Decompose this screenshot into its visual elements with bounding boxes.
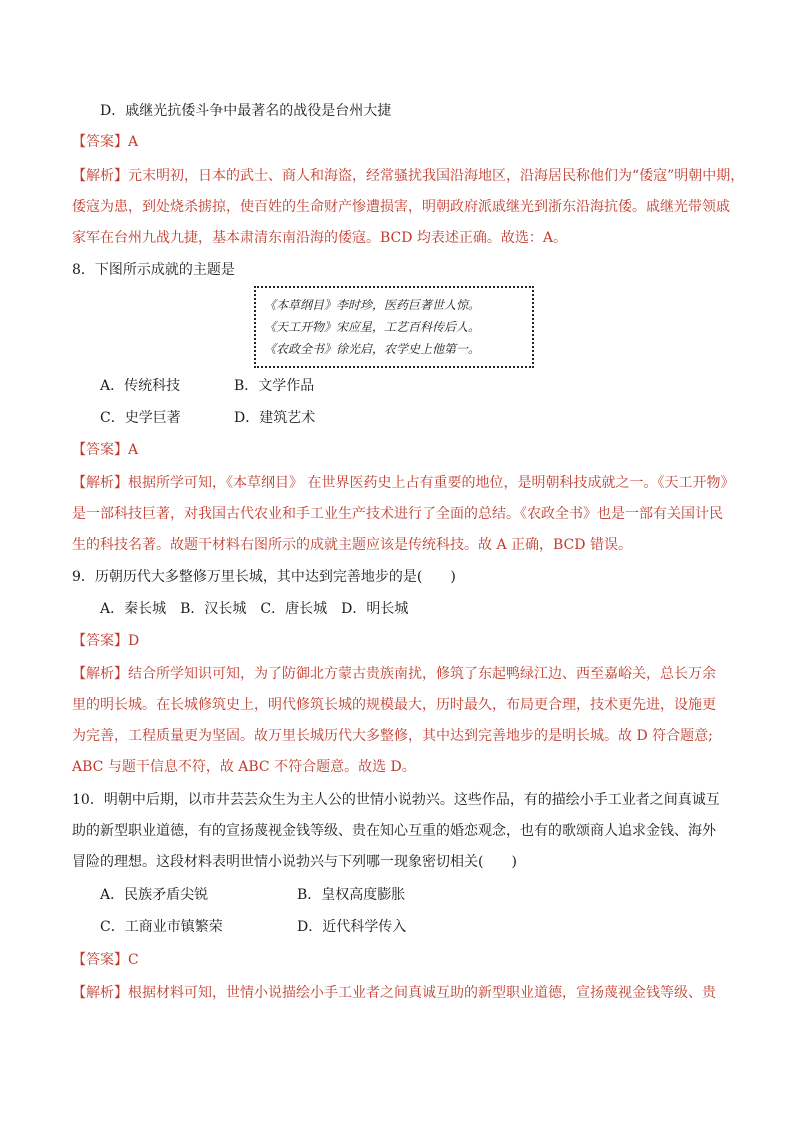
answer-tag: 【答案】 (72, 952, 128, 968)
answer-tag: 【答案】 (72, 442, 128, 458)
answer-value: D (128, 633, 140, 649)
q8-answer (72, 440, 734, 460)
q10-stem-line-1: 10．明朝中后期，以市井芸芸众生为主人公的世情小说勃兴。这些作品，有的描绘小手工业者之间真诚互 (72, 792, 720, 808)
answer-tag: 【答案】 (72, 134, 128, 150)
quote-line: 《本草纲目》李时珍，医药巨著世人惊。 (264, 298, 481, 312)
q10-option-c: C．工商业市镇繁荣 (100, 919, 223, 935)
q9-stem: 9．历朝历代大多整修万里长城，其中达到完善地步的是( ) (72, 569, 456, 585)
q7-analysis-line-3: 家军在台州九战九捷，基本肃清东南沿海的倭寇。BCD 均表述正确。故选：A。 (72, 230, 568, 246)
q9-analysis-line-2: 里的明长城。在长城修筑史上，明代修筑长城的规模最大，历时最久，布局更合理，技术更先进，设施更 (72, 697, 716, 713)
q8-quote-box (254, 286, 534, 368)
answer-tag: 【答案】 (72, 633, 128, 649)
q8-option-c: C．史学巨著 (100, 410, 181, 426)
q10-stem-line-3: 冒险的理想。这段材料表明世情小说勃兴与下列哪一现象密切相关( ) (72, 854, 517, 870)
q8-options-row-1 (100, 376, 762, 396)
q8-analysis-line-2: 是一部科技巨著，对我国古代农业和手工业生产技术进行了全面的总结。《农政全书》也是一部有关国计民 (72, 506, 723, 522)
q10-stem-line-2: 助的新型职业道德，有的宣扬蔑视金钱等级、贵在知心互重的婚恋观念，也有的歌颂商人追求金钱、海外 (72, 823, 716, 839)
q7-analysis-line-2: 倭寇为患，到处烧杀掳掠，使百姓的生命财产惨遭损害，明朝政府派戚继光到浙东沿海抗倭。戚继光带领戚 (72, 199, 730, 215)
q8-option-d: D．建筑艺术 (234, 410, 316, 426)
q9-options: A．秦长城 B．汉长城 C．唐长城 D．明长城 (100, 601, 409, 617)
q8-option-a: A．传统科技 (100, 378, 181, 394)
q9-answer (72, 631, 734, 651)
q7-option-d: D．戚继光抗倭斗争中最著名的战役是台州大捷 (100, 103, 392, 119)
q7-answer (72, 132, 734, 152)
q10-option-b: B．皇权高度膨胀 (297, 887, 406, 903)
analysis-tag: 【解析】 (72, 168, 128, 184)
q10-option-a: A．民族矛盾尖锐 (100, 887, 209, 903)
answer-value: A (128, 442, 139, 458)
quote-line: 《农政全书》徐光启，农学史上他第一。 (264, 342, 481, 356)
q10-answer (72, 950, 734, 970)
answer-value: C (128, 952, 139, 968)
q8-options-row-2 (100, 408, 762, 428)
q9-analysis-line-4: ABC 与题干信息不符，故 ABC 不符合题意。故选 D。 (72, 759, 416, 775)
q10-options-row-1 (100, 885, 762, 905)
q8-analysis-line-3: 生的科技名著。故题干材料右图所示的成就主题应该是传统科技。故 A 正确，BCD 错误。 (72, 537, 632, 553)
q9-analysis-line-3: 为完善，工程质量更为坚固。故万里长城历代大多整修，其中达到完善地步的是明长城。故 D 符合题意; (72, 728, 713, 744)
q8-analysis-line-1: 【解析】根据所学可知，《本草纲目》 在世界医药史上占有重要的地位，是明朝科技成就之一。《天工开物》 (72, 475, 735, 491)
q10-option-d: D．近代科学传入 (297, 919, 407, 935)
analysis-tag: 【解析】 (72, 985, 128, 1001)
analysis-tag: 【解析】 (72, 475, 128, 491)
q8-stem: 8．下图所示成就的主题是 (72, 262, 235, 278)
q7-analysis-line-1: 【解析】元末明初，日本的武士、商人和海盗，经常骚扰我国沿海地区，沿海居民称他们为“倭寇”明朝中期， (72, 168, 745, 184)
q9-analysis-line-1: 【解析】结合所学知识可知，为了防御北方蒙古贵族南扰，修筑了东起鸭绿江边、西至嘉峪关，总长万余 (72, 666, 716, 682)
q10-analysis-line-1: 【解析】根据材料可知，世情小说描绘小手工业者之间真诚互助的新型职业道德，宣扬蔑视金钱等级、贵 (72, 985, 716, 1001)
q8-option-b: B．文学作品 (234, 378, 315, 394)
q10-options-row-2 (100, 917, 762, 937)
analysis-tag: 【解析】 (72, 666, 128, 682)
answer-value: A (128, 134, 139, 150)
quote-line: 《天工开物》宋应星，工艺百科传后人。 (264, 320, 481, 334)
